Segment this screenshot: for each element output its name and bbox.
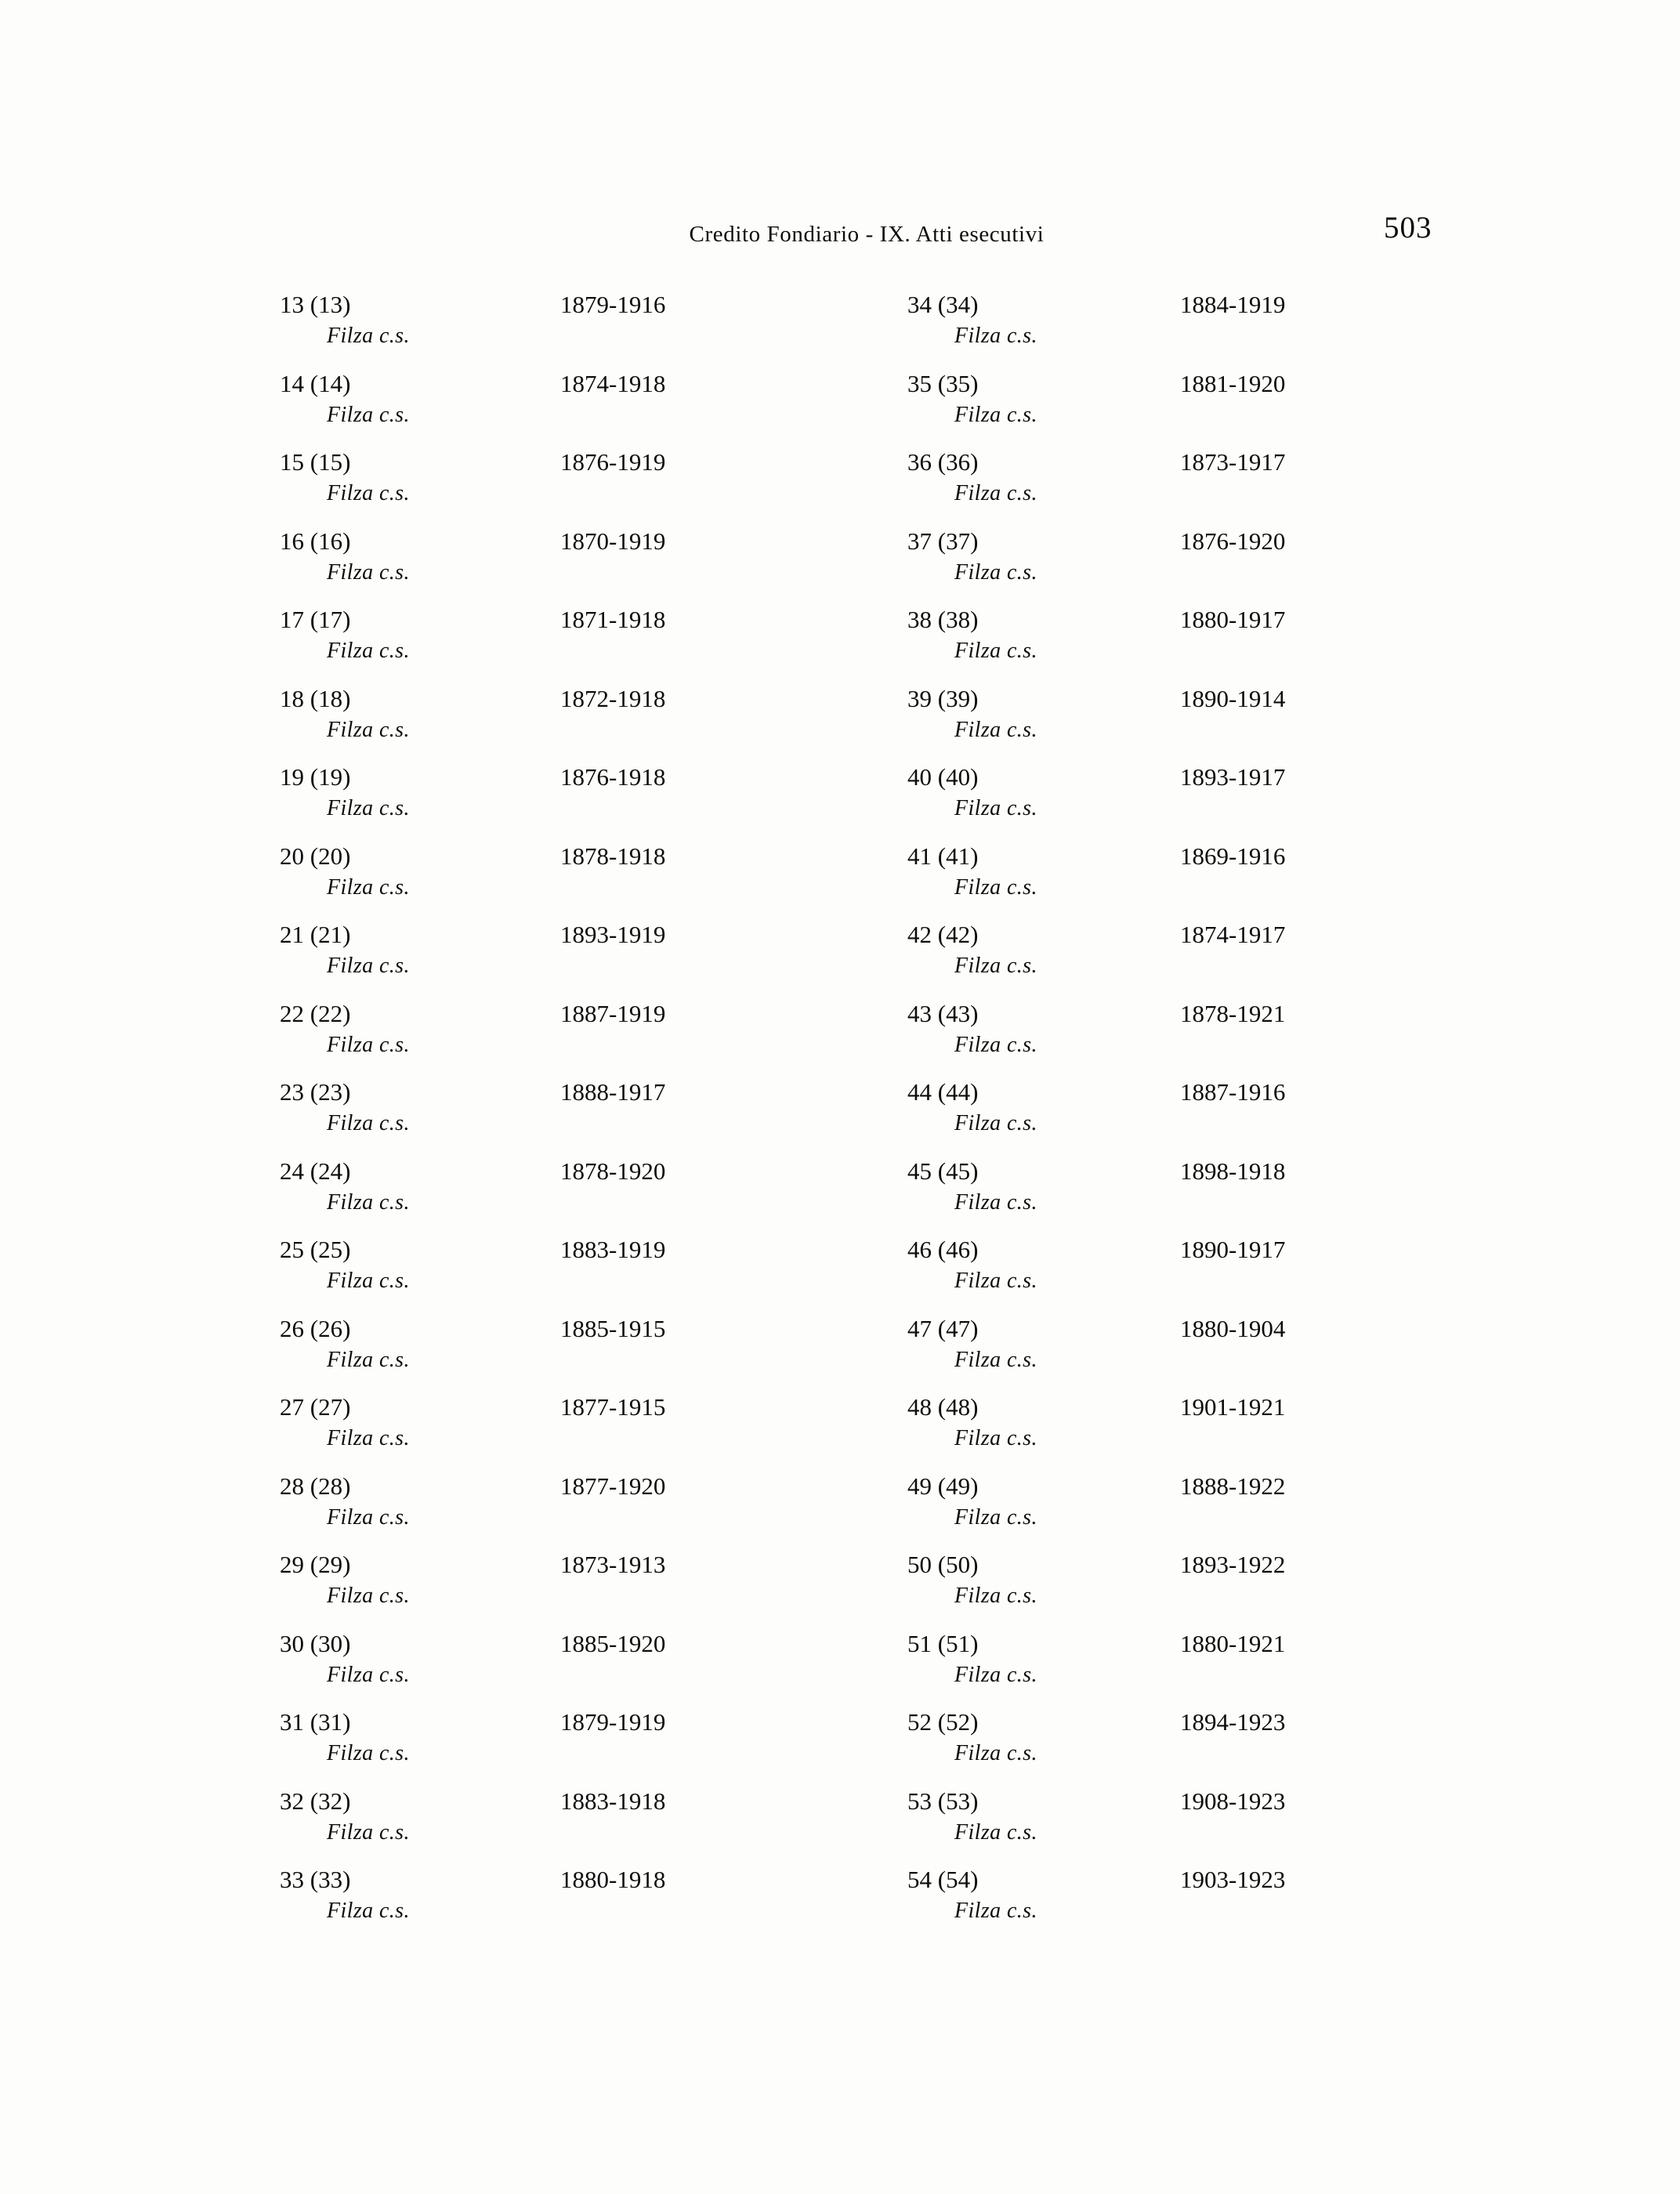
entry-number: 24 (24) bbox=[280, 1157, 351, 1185]
entry-line bbox=[907, 1863, 1487, 1896]
entry-number: 17 (17) bbox=[280, 606, 351, 633]
entry-line bbox=[280, 603, 860, 636]
entry-dates: 1884-1919 bbox=[1180, 291, 1286, 318]
entry-sublabel: Filza c.s. bbox=[954, 1584, 1037, 1608]
entry-line bbox=[280, 446, 860, 479]
entry-line bbox=[280, 1548, 860, 1581]
entry-sublabel: Filza c.s. bbox=[327, 1189, 410, 1215]
entry-number: 31 (31) bbox=[280, 1708, 351, 1736]
entry-dates: 1888-1917 bbox=[560, 1078, 666, 1106]
entry-sublabel: Filza c.s. bbox=[954, 1189, 1037, 1215]
entry-sublabel: Filza c.s. bbox=[327, 717, 410, 742]
entry-number: 35 (35) bbox=[907, 369, 979, 397]
entry-sublabel: Filza c.s. bbox=[954, 1347, 1037, 1372]
entry-sublabel: Filza c.s. bbox=[954, 1504, 1037, 1530]
inventory-entry bbox=[280, 1785, 860, 1864]
entry-dates: 1873-1913 bbox=[560, 1551, 666, 1578]
entry-number: 30 (30) bbox=[280, 1629, 351, 1657]
entry-number: 52 (52) bbox=[907, 1708, 979, 1736]
entry-dates: 1880-1917 bbox=[1180, 606, 1286, 633]
entry-number: 38 (38) bbox=[907, 606, 979, 633]
entry-sublabel: Filza c.s. bbox=[954, 1269, 1037, 1293]
inventory-entry bbox=[907, 997, 1487, 1077]
entry-sublabel: Filza c.s. bbox=[954, 639, 1037, 663]
entry-dates: 1888-1922 bbox=[1180, 1472, 1286, 1500]
entry-sublabel: Filza c.s. bbox=[954, 874, 1037, 900]
entry-dates: 1876-1918 bbox=[560, 763, 666, 791]
entry-dates: 1871-1918 bbox=[560, 606, 666, 633]
inventory-entry bbox=[280, 525, 860, 604]
inventory-entry bbox=[280, 446, 860, 525]
entry-number: 40 (40) bbox=[907, 763, 979, 791]
page-header-title: Credito Fondiario - IX. Atti esecutivi bbox=[689, 222, 1045, 247]
entry-number: 32 (32) bbox=[280, 1787, 351, 1815]
inventory-entry bbox=[907, 918, 1487, 997]
inventory-entry bbox=[907, 1863, 1487, 1942]
entry-line bbox=[907, 1706, 1487, 1739]
entry-sublabel: Filza c.s. bbox=[327, 1819, 410, 1845]
entry-number: 42 (42) bbox=[907, 921, 979, 948]
entry-number: 53 (53) bbox=[907, 1787, 979, 1815]
inventory-entry bbox=[907, 603, 1487, 682]
inventory-entry bbox=[280, 682, 860, 762]
entry-sublabel: Filza c.s. bbox=[954, 796, 1037, 820]
inventory-entry bbox=[907, 1312, 1487, 1392]
inventory-entry bbox=[907, 1785, 1487, 1864]
entry-number: 20 (20) bbox=[280, 842, 351, 870]
entry-line bbox=[280, 682, 860, 715]
entry-sublabel: Filza c.s. bbox=[954, 1741, 1037, 1765]
entry-number: 36 (36) bbox=[907, 448, 979, 476]
entry-number: 26 (26) bbox=[280, 1314, 351, 1342]
entry-line bbox=[280, 761, 860, 794]
inventory-entry bbox=[907, 288, 1487, 367]
entry-dates: 1880-1918 bbox=[560, 1866, 666, 1893]
inventory-entry bbox=[280, 918, 860, 997]
entry-sublabel: Filza c.s. bbox=[327, 1347, 410, 1372]
entry-line bbox=[280, 525, 860, 558]
inventory-entry bbox=[280, 997, 860, 1077]
entry-number: 22 (22) bbox=[280, 999, 351, 1027]
entry-number: 41 (41) bbox=[907, 842, 979, 870]
entry-sublabel: Filza c.s. bbox=[954, 559, 1037, 585]
entry-dates: 1880-1921 bbox=[1180, 1629, 1286, 1657]
entry-dates: 1890-1914 bbox=[1180, 684, 1286, 712]
inventory-entry bbox=[907, 1627, 1487, 1707]
inventory-entry bbox=[280, 1627, 860, 1707]
entry-number: 54 (54) bbox=[907, 1866, 979, 1893]
inventory-entry bbox=[907, 446, 1487, 525]
entry-sublabel: Filza c.s. bbox=[327, 954, 410, 978]
entry-dates: 1878-1918 bbox=[560, 842, 666, 870]
inventory-entry bbox=[907, 1233, 1487, 1312]
inventory-entry bbox=[907, 682, 1487, 762]
entry-line bbox=[280, 1627, 860, 1660]
inventory-entry bbox=[280, 1312, 860, 1392]
entry-line bbox=[280, 840, 860, 873]
inventory-entry bbox=[280, 1470, 860, 1549]
entry-sublabel: Filza c.s. bbox=[954, 324, 1037, 348]
entry-line bbox=[907, 918, 1487, 951]
inventory-entry bbox=[907, 761, 1487, 840]
entry-line bbox=[280, 1155, 860, 1188]
entry-dates: 1872-1918 bbox=[560, 684, 666, 712]
entry-dates: 1893-1919 bbox=[560, 921, 666, 948]
entry-number: 23 (23) bbox=[280, 1078, 351, 1106]
entry-dates: 1877-1920 bbox=[560, 1472, 666, 1500]
inventory-entry bbox=[280, 840, 860, 919]
entry-line bbox=[907, 1470, 1487, 1503]
inventory-entry bbox=[907, 367, 1487, 447]
inventory-entry bbox=[907, 1076, 1487, 1155]
entry-number: 39 (39) bbox=[907, 684, 979, 712]
inventory-entry bbox=[280, 1863, 860, 1942]
entry-sublabel: Filza c.s. bbox=[327, 1662, 410, 1687]
entry-sublabel: Filza c.s. bbox=[327, 1741, 410, 1765]
entry-line bbox=[907, 1391, 1487, 1424]
inventory-entry bbox=[280, 1391, 860, 1470]
inventory-entry bbox=[280, 1233, 860, 1312]
entry-line bbox=[907, 840, 1487, 873]
entry-sublabel: Filza c.s. bbox=[327, 796, 410, 820]
entry-number: 27 (27) bbox=[280, 1393, 351, 1421]
entry-line bbox=[280, 1391, 860, 1424]
entry-dates: 1881-1920 bbox=[1180, 369, 1286, 397]
entry-number: 50 (50) bbox=[907, 1551, 979, 1578]
entry-sublabel: Filza c.s. bbox=[954, 1662, 1037, 1687]
entry-dates: 1887-1919 bbox=[560, 999, 666, 1027]
inventory-entry bbox=[280, 1706, 860, 1785]
entry-dates: 1870-1919 bbox=[560, 527, 666, 555]
inventory-entry bbox=[907, 1706, 1487, 1785]
entry-dates: 1883-1918 bbox=[560, 1787, 666, 1815]
entry-dates: 1898-1918 bbox=[1180, 1157, 1286, 1185]
entry-dates: 1885-1920 bbox=[560, 1629, 666, 1657]
entry-sublabel: Filza c.s. bbox=[954, 1111, 1037, 1135]
inventory-entry bbox=[280, 761, 860, 840]
entry-sublabel: Filza c.s. bbox=[327, 1584, 410, 1608]
column-right bbox=[907, 288, 1487, 1942]
entry-sublabel: Filza c.s. bbox=[954, 481, 1037, 505]
entry-number: 45 (45) bbox=[907, 1157, 979, 1185]
entry-line bbox=[907, 1076, 1487, 1109]
inventory-entry bbox=[280, 1076, 860, 1155]
entry-dates: 1873-1917 bbox=[1180, 448, 1286, 476]
entry-number: 47 (47) bbox=[907, 1314, 979, 1342]
entry-line bbox=[907, 1548, 1487, 1581]
entry-number: 44 (44) bbox=[907, 1078, 979, 1106]
entry-number: 18 (18) bbox=[280, 684, 351, 712]
entry-number: 29 (29) bbox=[280, 1551, 351, 1578]
entry-dates: 1876-1919 bbox=[560, 448, 666, 476]
entry-line bbox=[907, 1155, 1487, 1188]
entry-sublabel: Filza c.s. bbox=[327, 1426, 410, 1450]
entry-sublabel: Filza c.s. bbox=[327, 1899, 410, 1923]
entry-sublabel: Filza c.s. bbox=[327, 1504, 410, 1530]
entry-line bbox=[280, 1863, 860, 1896]
entry-sublabel: Filza c.s. bbox=[327, 1111, 410, 1135]
inventory-entry bbox=[907, 1391, 1487, 1470]
entry-dates: 1890-1917 bbox=[1180, 1236, 1286, 1263]
entry-line bbox=[907, 603, 1487, 636]
entry-line bbox=[907, 1312, 1487, 1345]
entry-line bbox=[280, 1076, 860, 1109]
entry-dates: 1901-1921 bbox=[1180, 1393, 1286, 1421]
entry-line bbox=[907, 367, 1487, 400]
entry-dates: 1894-1923 bbox=[1180, 1708, 1286, 1736]
entry-dates: 1908-1923 bbox=[1180, 1787, 1286, 1815]
entry-sublabel: Filza c.s. bbox=[954, 954, 1037, 978]
entry-sublabel: Filza c.s. bbox=[327, 639, 410, 663]
entry-number: 48 (48) bbox=[907, 1393, 979, 1421]
inventory-entry bbox=[280, 288, 860, 367]
entry-dates: 1878-1921 bbox=[1180, 999, 1286, 1027]
inventory-entry bbox=[907, 840, 1487, 919]
page-number: 503 bbox=[1384, 211, 1432, 244]
entry-dates: 1893-1917 bbox=[1180, 763, 1286, 791]
inventory-entry bbox=[907, 1548, 1487, 1627]
entry-dates: 1880-1904 bbox=[1180, 1314, 1286, 1342]
entry-line bbox=[280, 997, 860, 1030]
entry-line bbox=[907, 446, 1487, 479]
inventory-entry bbox=[280, 603, 860, 682]
entry-line bbox=[907, 1233, 1487, 1266]
inventory-entry bbox=[280, 1548, 860, 1627]
entry-line bbox=[280, 288, 860, 321]
entry-sublabel: Filza c.s. bbox=[954, 717, 1037, 742]
entry-sublabel: Filza c.s. bbox=[954, 1032, 1037, 1057]
entry-sublabel: Filza c.s. bbox=[954, 1426, 1037, 1450]
entry-sublabel: Filza c.s. bbox=[327, 559, 410, 585]
entry-number: 16 (16) bbox=[280, 527, 351, 555]
entry-line bbox=[280, 1706, 860, 1739]
entry-sublabel: Filza c.s. bbox=[327, 1269, 410, 1293]
entry-number: 13 (13) bbox=[280, 291, 351, 318]
entry-number: 15 (15) bbox=[280, 448, 351, 476]
entry-line bbox=[280, 1785, 860, 1818]
entry-line bbox=[280, 1470, 860, 1503]
entry-sublabel: Filza c.s. bbox=[327, 402, 410, 427]
inventory-entry bbox=[907, 525, 1487, 604]
entry-dates: 1885-1915 bbox=[560, 1314, 666, 1342]
entry-line bbox=[907, 997, 1487, 1030]
inventory-entry bbox=[280, 367, 860, 447]
entry-number: 49 (49) bbox=[907, 1472, 979, 1500]
entry-dates: 1903-1923 bbox=[1180, 1866, 1286, 1893]
entry-sublabel: Filza c.s. bbox=[327, 324, 410, 348]
column-left bbox=[280, 288, 860, 1942]
entry-line bbox=[280, 1233, 860, 1266]
entry-dates: 1893-1922 bbox=[1180, 1551, 1286, 1578]
entry-sublabel: Filza c.s. bbox=[954, 1899, 1037, 1923]
entry-number: 25 (25) bbox=[280, 1236, 351, 1263]
entry-number: 34 (34) bbox=[907, 291, 979, 318]
entry-number: 43 (43) bbox=[907, 999, 979, 1027]
entry-dates: 1887-1916 bbox=[1180, 1078, 1286, 1106]
entry-dates: 1874-1918 bbox=[560, 369, 666, 397]
entry-line bbox=[907, 525, 1487, 558]
entry-number: 28 (28) bbox=[280, 1472, 351, 1500]
entry-dates: 1874-1917 bbox=[1180, 921, 1286, 948]
entry-dates: 1879-1916 bbox=[560, 291, 666, 318]
entry-number: 37 (37) bbox=[907, 527, 979, 555]
inventory-entry bbox=[907, 1155, 1487, 1234]
entry-sublabel: Filza c.s. bbox=[327, 1032, 410, 1057]
entry-sublabel: Filza c.s. bbox=[327, 874, 410, 900]
entry-number: 21 (21) bbox=[280, 921, 351, 948]
inventory-entry bbox=[280, 1155, 860, 1234]
entry-number: 14 (14) bbox=[280, 369, 351, 397]
entry-dates: 1869-1916 bbox=[1180, 842, 1286, 870]
entry-dates: 1883-1919 bbox=[560, 1236, 666, 1263]
entry-number: 51 (51) bbox=[907, 1629, 979, 1657]
entry-line bbox=[907, 761, 1487, 794]
entry-sublabel: Filza c.s. bbox=[327, 481, 410, 505]
entry-line bbox=[907, 682, 1487, 715]
entry-line bbox=[907, 1627, 1487, 1660]
entry-dates: 1879-1919 bbox=[560, 1708, 666, 1736]
entry-line bbox=[907, 288, 1487, 321]
entry-number: 19 (19) bbox=[280, 763, 351, 791]
entry-dates: 1877-1915 bbox=[560, 1393, 666, 1421]
entry-sublabel: Filza c.s. bbox=[954, 402, 1037, 427]
entry-line bbox=[280, 367, 860, 400]
entry-number: 46 (46) bbox=[907, 1236, 979, 1263]
inventory-entry bbox=[907, 1470, 1487, 1549]
entry-line bbox=[280, 1312, 860, 1345]
entry-dates: 1878-1920 bbox=[560, 1157, 666, 1185]
entry-number: 33 (33) bbox=[280, 1866, 351, 1893]
entry-dates: 1876-1920 bbox=[1180, 527, 1286, 555]
entry-sublabel: Filza c.s. bbox=[954, 1819, 1037, 1845]
entry-line bbox=[280, 918, 860, 951]
entry-line bbox=[907, 1785, 1487, 1818]
